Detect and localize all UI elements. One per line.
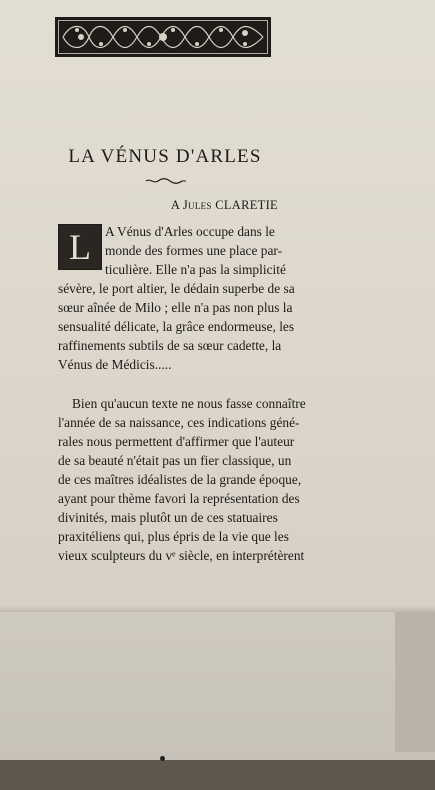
dropcap-letter: L bbox=[69, 227, 91, 267]
paragraph2-line: praxitéliens qui, plus épris de la vie que les bbox=[58, 529, 289, 544]
paragraph2-line: rales nous permettent d'affirmer que l'auteur bbox=[58, 434, 295, 449]
paragraph1-line: sensualité délicate, la grâce endormeuse, les bbox=[58, 319, 295, 334]
dedication bbox=[0, 198, 278, 213]
dedication-prefix: A bbox=[170, 198, 183, 212]
underlying-sheet-edge bbox=[395, 612, 435, 752]
paragraph1-line: sœur aînée de Milo ; elle n'a pas non plus la bbox=[58, 300, 293, 315]
paragraph1-line: A Vénus d'Arles occupe dans le bbox=[105, 224, 275, 239]
paragraph2-line: l'année de sa naissance, ces indications géné- bbox=[58, 415, 300, 430]
dedication-first-name: Jules bbox=[182, 198, 212, 212]
paragraph1-line: ticulière. Elle n'a pas la simplicité bbox=[105, 262, 286, 277]
page-title: LA VÉNUS D'ARLES bbox=[68, 146, 262, 167]
title-rule-ornament-icon bbox=[145, 178, 187, 184]
dropcap-ornament-icon bbox=[58, 224, 102, 270]
paragraph2-line: ayant pour thème favori la représentation des bbox=[58, 491, 300, 506]
dedication-surname: CLARETIE bbox=[215, 198, 278, 212]
paragraph1-line: raffinements subtils de sa sœur cadette, la bbox=[58, 338, 282, 353]
paragraph1-line: Vénus de Médicis..... bbox=[58, 357, 172, 372]
paragraph2-line: vieux sculpteurs du vᵉ siècle, en interprétèrent bbox=[58, 548, 305, 563]
paragraph2-line: de sa beauté n'était pas un fier classique, un bbox=[58, 453, 292, 468]
table-surface bbox=[0, 760, 435, 790]
paragraph1-line: sévère, le port altier, le dédain superbe de sa bbox=[58, 281, 295, 296]
paragraph2-line: Bien qu'aucun texte ne nous fasse connaître bbox=[72, 396, 306, 411]
paragraph2-line: de ces maîtres idéalistes de la grande époque, bbox=[58, 472, 302, 487]
paragraph1-line: monde des formes une place par- bbox=[105, 243, 283, 258]
ink-spot bbox=[160, 756, 165, 761]
paragraph2-line: divinités, mais plutôt un de ces statuaires bbox=[58, 510, 278, 525]
header-ornament-icon bbox=[55, 17, 271, 57]
underlying-sheet bbox=[0, 612, 435, 762]
